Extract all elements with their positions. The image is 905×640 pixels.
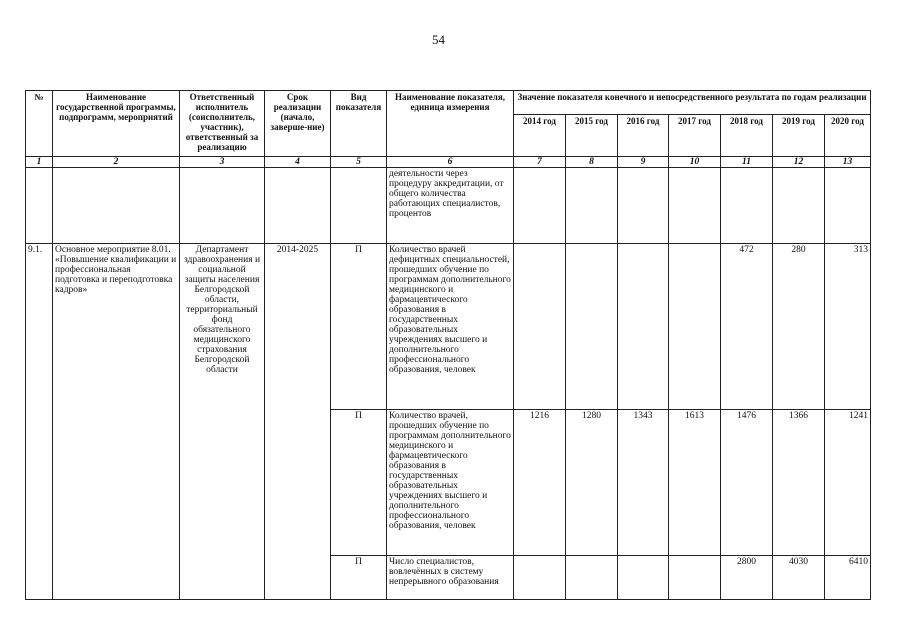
column-number: 10 xyxy=(669,157,721,168)
column-number: 8 xyxy=(566,157,618,168)
indicator-table xyxy=(25,90,871,600)
continuation-indicator: деятельности через процедуру аккредитации, от общего количества работающих специалистов, процентов xyxy=(387,168,514,244)
column-number: 12 xyxy=(773,157,825,168)
indicator-value xyxy=(669,244,721,410)
indicator-value: 1476 xyxy=(721,410,773,556)
row-number: 9.1. xyxy=(26,244,53,600)
indicator-value xyxy=(566,556,618,600)
responsible-executor: Департамент здравоохранения и социальной защиты населения Белгородской области, территориальный фонд обязательного медицинского страхования Белгородской области xyxy=(180,244,265,600)
header-year: 2014 год xyxy=(514,115,566,157)
column-number: 3 xyxy=(180,157,265,168)
indicator-type: П xyxy=(331,556,387,600)
header-num: № xyxy=(26,91,53,157)
table-row xyxy=(26,168,871,244)
indicator-value xyxy=(669,556,721,600)
header-indicator: Наименование показателя, единица измерения xyxy=(387,91,514,157)
indicator-value: 1280 xyxy=(566,410,618,556)
column-number: 1 xyxy=(26,157,53,168)
indicator-value xyxy=(514,244,566,410)
indicator-value xyxy=(514,556,566,600)
header-year: 2018 год xyxy=(721,115,773,157)
indicator-type: П xyxy=(331,410,387,556)
header-year: 2016 год xyxy=(618,115,669,157)
header-year: 2020 год xyxy=(825,115,871,157)
indicator-value: 4030 xyxy=(773,556,825,600)
header-values-group: Значение показателя конечного и непосредственного результата по годам реализации xyxy=(514,91,871,115)
indicator-value: 280 xyxy=(773,244,825,410)
indicator-value: 2800 xyxy=(721,556,773,600)
header-term: Срок реализации (начало, заверше-ние) xyxy=(265,91,331,157)
column-number: 9 xyxy=(618,157,669,168)
column-number: 13 xyxy=(825,157,871,168)
header-type: Вид показателя xyxy=(331,91,387,157)
header-year: 2019 год xyxy=(773,115,825,157)
page-number: 54 xyxy=(432,32,445,47)
indicator-type: П xyxy=(331,244,387,410)
column-number: 4 xyxy=(265,157,331,168)
indicator-value xyxy=(566,244,618,410)
indicator-value: 1343 xyxy=(618,410,669,556)
indicator-value: 1241 xyxy=(825,410,871,556)
indicator-name: Количество врачей, прошедших обучение по программам дополнительного медицинского и фармацевтического образования в государственных образовательных учреждениях высшего и дополнительного профессионального образования, человек xyxy=(387,410,514,556)
header-executor: Ответственный исполнитель (соисполнитель, участник), ответственный за реализацию xyxy=(180,91,265,157)
column-number: 5 xyxy=(331,157,387,168)
column-number: 7 xyxy=(514,157,566,168)
indicator-name: Количество врачей дефицитных специальностей, прошедших обучение по программам дополнительного медицинского и фармацевтического образования в государственных образовательных учреждениях высшего и дополнительного профессионального образования, человек xyxy=(387,244,514,410)
indicator-value xyxy=(618,244,669,410)
column-number: 2 xyxy=(53,157,180,168)
indicator-name: Число специалистов, вовлечённых в систему непрерывного образования xyxy=(387,556,514,600)
table-row xyxy=(26,244,871,410)
indicator-value: 6410 xyxy=(825,556,871,600)
header-year: 2017 год xyxy=(669,115,721,157)
header-name: Наименование государственной программы, подпрограмм, мероприятий xyxy=(53,91,180,157)
indicator-value: 1366 xyxy=(773,410,825,556)
indicator-value: 1613 xyxy=(669,410,721,556)
indicator-value xyxy=(618,556,669,600)
indicator-value: 313 xyxy=(825,244,871,410)
indicator-value: 1216 xyxy=(514,410,566,556)
header-year: 2015 год xyxy=(566,115,618,157)
measure-name: Основное мероприятие 8.01. «Повышение квалификации и профессиональная подготовка и переподготовка кадров» xyxy=(53,244,180,600)
column-number: 6 xyxy=(387,157,514,168)
implementation-term: 2014-2025 xyxy=(265,244,331,600)
indicator-value: 472 xyxy=(721,244,773,410)
column-number: 11 xyxy=(721,157,773,168)
